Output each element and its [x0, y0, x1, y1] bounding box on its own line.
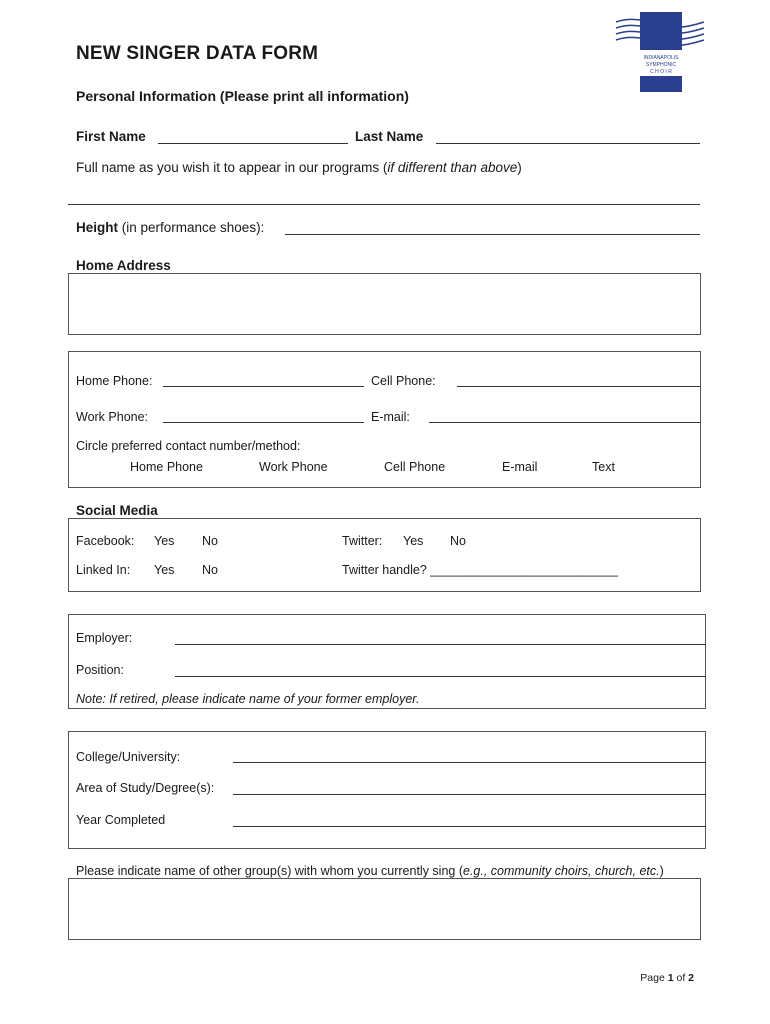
college-label: College/University: [76, 750, 181, 764]
email-field[interactable] [429, 422, 700, 423]
position-field[interactable] [175, 676, 706, 677]
cell-phone-label: Cell Phone: [371, 374, 436, 388]
height-label: Height (in performance shoes): [76, 220, 265, 235]
work-phone-label: Work Phone: [76, 410, 149, 424]
employer-field[interactable] [175, 644, 706, 645]
area-of-study-field[interactable] [233, 794, 706, 795]
option-text[interactable]: Text [592, 460, 615, 474]
section-subtitle: Personal Information (Please print all information) [76, 88, 409, 104]
employer-label: Employer: [76, 631, 133, 645]
college-field[interactable] [233, 762, 706, 763]
work-phone-field[interactable] [163, 422, 364, 423]
home-address-box[interactable] [68, 273, 701, 335]
home-phone-label: Home Phone: [76, 374, 153, 388]
option-cell-phone[interactable]: Cell Phone [384, 460, 446, 474]
cell-phone-field[interactable] [457, 386, 700, 387]
area-of-study-label: Area of Study/Degree(s): [76, 781, 215, 795]
form-title: NEW SINGER DATA FORM [76, 43, 319, 64]
facebook-yes[interactable]: Yes [154, 534, 175, 548]
page-number: Page 1 of 2 [640, 972, 694, 984]
year-completed-field[interactable] [233, 826, 706, 827]
email-label: E-mail: [371, 410, 410, 424]
first-name-field[interactable] [158, 143, 348, 144]
facebook-no[interactable]: No [202, 534, 218, 548]
social-media-heading: Social Media [76, 503, 158, 518]
fullname-prompt: Full name as you wish it to appear in our programs (if different than above) [76, 160, 522, 175]
home-address-label: Home Address [76, 258, 171, 273]
home-phone-field[interactable] [163, 386, 364, 387]
year-completed-label: Year Completed [76, 813, 166, 827]
linkedin-label: Linked In: [76, 563, 131, 577]
twitter-yes[interactable]: Yes [403, 534, 424, 548]
twitter-no[interactable]: No [450, 534, 466, 548]
option-email[interactable]: E-mail [502, 460, 538, 474]
last-name-label: Last Name [355, 129, 424, 144]
height-field[interactable] [285, 234, 700, 235]
fullname-field[interactable] [68, 204, 700, 205]
twitter-label: Twitter: [342, 534, 383, 548]
linkedin-no[interactable]: No [202, 563, 218, 577]
other-groups-box[interactable] [68, 878, 701, 940]
last-name-field[interactable] [436, 143, 700, 144]
facebook-label: Facebook: [76, 534, 135, 548]
option-home-phone[interactable]: Home Phone [130, 460, 203, 474]
svg-text:INDIANAPOLIS: INDIANAPOLIS [643, 55, 679, 61]
contact-method-prompt: Circle preferred contact number/method: [76, 439, 301, 453]
first-name-label: First Name [76, 129, 146, 144]
retired-note: Note: If retired, please indicate name of your former employer. [76, 692, 420, 706]
twitter-handle-field[interactable]: Twitter handle? ___________________________ [342, 563, 618, 577]
svg-text:SYMPHONIC: SYMPHONIC [645, 62, 677, 68]
social-media-section [68, 518, 701, 592]
other-groups-prompt: Please indicate name of other group(s) with whom you currently sing (e.g., community choirs, church, etc.) [76, 864, 664, 878]
linkedin-yes[interactable]: Yes [154, 563, 175, 577]
option-work-phone[interactable]: Work Phone [259, 460, 328, 474]
svg-text:C H O I R: C H O I R [650, 69, 672, 75]
choir-logo [614, 12, 706, 92]
position-label: Position: [76, 663, 124, 677]
